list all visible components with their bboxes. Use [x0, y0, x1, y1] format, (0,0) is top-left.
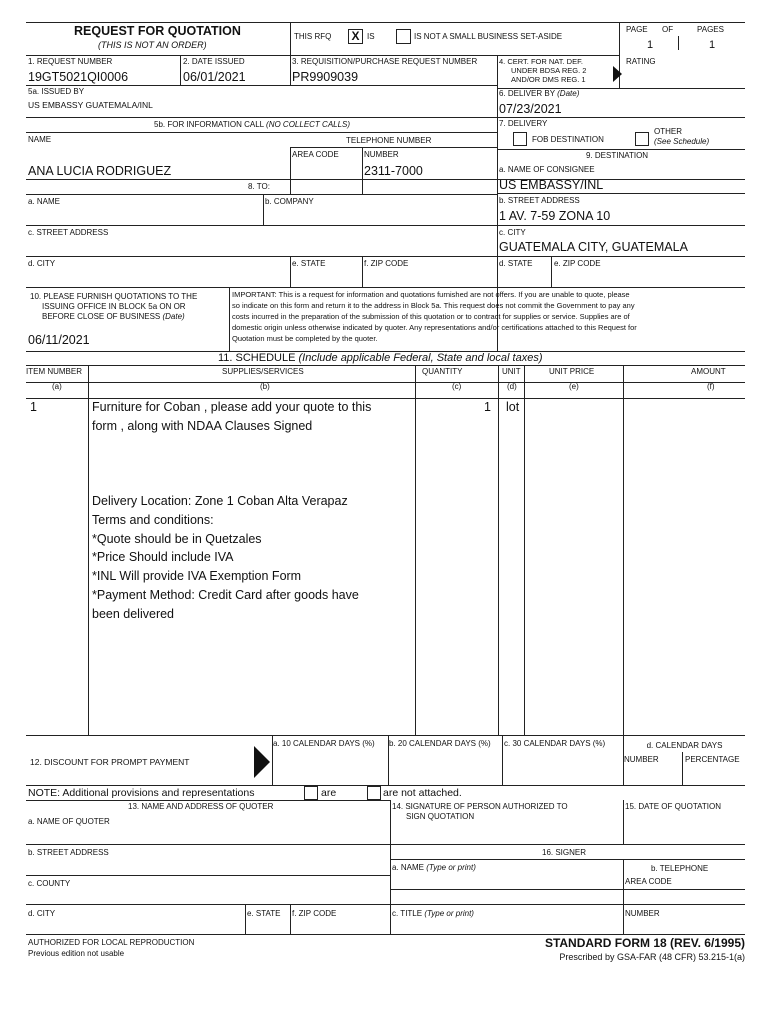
- quoter-name-label: a. NAME OF QUOTER: [28, 817, 110, 826]
- dest-city-label: c. CITY: [499, 228, 526, 237]
- signer-area-code-label: AREA CODE: [625, 877, 672, 886]
- col-supplies-header: SUPPLIES/SERVICES: [222, 367, 304, 376]
- issued-by-field[interactable]: US EMBASSY GUATEMALA/INL: [28, 100, 153, 110]
- number-label: NUMBER: [364, 150, 399, 159]
- to-city-label: d. CITY: [28, 259, 56, 268]
- consignee-label: a. NAME OF CONSIGNEE: [499, 165, 595, 174]
- discount-label: 12. DISCOUNT FOR PROMPT PAYMENT: [30, 757, 190, 767]
- date-issued-label: 2. DATE ISSUED: [183, 57, 245, 66]
- description-line: *INL Will provide IVA Exemption Form: [92, 569, 302, 584]
- deliver-by-label: 6. DELIVER BY (Date): [499, 89, 580, 98]
- rule: [26, 904, 745, 905]
- info-name-field[interactable]: ANA LUCIA RODRIGUEZ: [28, 164, 172, 178]
- rule: [26, 85, 497, 86]
- rule: [390, 800, 391, 934]
- rule: [290, 147, 497, 148]
- rule: [26, 225, 745, 226]
- furnish-line-2: ISSUING OFFICE IN BLOCK 5a ON OR: [42, 302, 186, 311]
- are-not-checkbox[interactable]: [367, 786, 381, 800]
- rule: [497, 117, 745, 118]
- rfq-is-checkbox[interactable]: X: [348, 29, 363, 44]
- discount-number-label: NUMBER: [624, 755, 659, 764]
- signer-name-label: a. NAME (Type or print): [392, 863, 476, 872]
- dest-street-field[interactable]: 1 AV. 7-59 ZONA 10: [499, 209, 611, 223]
- description-line: *Payment Method: Credit Card after goods have: [92, 587, 359, 602]
- rule: [362, 147, 363, 194]
- footer-authorized: AUTHORIZED FOR LOCAL REPRODUCTION: [28, 938, 195, 947]
- dest-city-field[interactable]: GUATEMALA CITY, GUATEMALA: [499, 240, 688, 254]
- col-supplies-sub: (b): [260, 382, 270, 391]
- fob-destination-label: FOB DESTINATION: [532, 135, 604, 144]
- requisition-label: 3. REQUISITION/PURCHASE REQUEST NUMBER: [292, 57, 478, 66]
- furnish-line-1: 10. PLEASE FURNISH QUOTATIONS TO THE: [30, 292, 198, 301]
- description-line: Furniture for Coban , please add your quote to this: [92, 400, 372, 414]
- to-company-label: b. COMPANY: [265, 197, 314, 206]
- info-number-field[interactable]: 2311-7000: [364, 164, 423, 178]
- rule: [26, 875, 390, 876]
- telephone-number-label: TELEPHONE NUMBER: [346, 136, 432, 145]
- description-line: form , along with NDAA Clauses Signed: [92, 418, 313, 433]
- are-label: are: [321, 787, 337, 799]
- rule: [498, 365, 499, 735]
- are-not-label: are not attached.: [383, 787, 462, 799]
- to-zip-label: f. ZIP CODE: [364, 259, 409, 268]
- telephone-label: b. TELEPHONE: [651, 864, 709, 873]
- rfq-form: [26, 22, 745, 962]
- cert-label-2: UNDER BDSA REG. 2: [511, 66, 587, 75]
- to-street-label: c. STREET ADDRESS: [28, 228, 109, 237]
- rule: [390, 889, 745, 890]
- rule: [88, 365, 89, 735]
- rule: [245, 904, 246, 934]
- other-label: OTHER: [654, 127, 682, 136]
- description-line: Delivery Location: Zone 1 Coban Alta Verapaz: [92, 493, 348, 508]
- of-label: OF: [662, 25, 674, 34]
- rule: [26, 800, 390, 801]
- footer-previous: Previous edition not usable: [28, 949, 125, 958]
- rule: [26, 256, 745, 257]
- schedule-title: 11. SCHEDULE (Include applicable Federal, State and local taxes): [218, 352, 543, 364]
- destination-label: 9. DESTINATION: [586, 151, 649, 160]
- col-qty-header: QUANTITY: [422, 367, 463, 376]
- important-line-4: domestic origin unless otherwise indicated by quoter. Any representations and/or certifications attached to this Request for: [232, 323, 637, 332]
- dest-state-label: d. STATE: [499, 259, 533, 268]
- quoter-title: 13. NAME AND ADDRESS OF QUOTER: [128, 802, 274, 811]
- signer-title-label: c. TITLE (Type or print): [392, 909, 474, 918]
- rule: [623, 800, 624, 844]
- rule: [26, 55, 619, 56]
- signature-label-1: 14. SIGNATURE OF PERSON AUTHORIZED TO: [392, 802, 568, 811]
- date-of-quotation-label: 15. DATE OF QUOTATION: [625, 802, 722, 811]
- rule: [290, 55, 291, 85]
- info-name-label: NAME: [28, 135, 52, 144]
- pages-label: PAGES: [697, 25, 724, 34]
- description-line: been delivered: [92, 606, 175, 621]
- signature-label-2: SIGN QUOTATION: [406, 812, 475, 821]
- rule: [26, 22, 745, 23]
- rule: [263, 194, 264, 225]
- discount-20-label: b. 20 CALENDAR DAYS (%): [389, 739, 491, 748]
- delivery-label: 7. DELIVERY: [499, 119, 548, 128]
- form-number: STANDARD FORM 18 (REV. 6/1995): [544, 936, 745, 950]
- col-unit-header: UNIT: [502, 367, 521, 376]
- this-rfq-label: THIS RFQ: [294, 32, 332, 41]
- quoter-zip-label: f. ZIP CODE: [292, 909, 337, 918]
- area-code-label: AREA CODE: [292, 150, 339, 159]
- description-line: Terms and conditions:: [92, 512, 214, 527]
- quoter-state-label: e. STATE: [247, 909, 281, 918]
- important-line-1: IMPORTANT: This is a request for information and quotations furnished are not offers. If you are unable to quote, please: [232, 290, 630, 299]
- rating-label: RATING: [626, 57, 656, 66]
- request-number-field[interactable]: 19GT5021QI0006: [28, 70, 129, 84]
- note-text: NOTE: Additional provisions and representations: [28, 787, 255, 799]
- col-price-header: UNIT PRICE: [549, 367, 595, 376]
- request-number-label: 1. REQUEST NUMBER: [28, 57, 113, 66]
- rule: [26, 844, 390, 845]
- deliver-by-field[interactable]: 07/23/2021: [499, 102, 562, 116]
- form-title: REQUEST FOR QUOTATION: [74, 24, 241, 38]
- cert-label-1: 4. CERT. FOR NAT. DEF.: [499, 57, 583, 66]
- rule: [290, 147, 291, 194]
- col-unit-sub: (d): [507, 382, 517, 391]
- page-value: 1: [647, 39, 654, 51]
- pages-value: 1: [709, 39, 716, 51]
- dest-zip-label: e. ZIP CODE: [554, 259, 601, 268]
- col-price-sub: (e): [569, 382, 579, 391]
- signer-number-label: NUMBER: [625, 909, 660, 918]
- col-item-sub: (a): [52, 382, 62, 391]
- quoter-city-label: d. CITY: [28, 909, 56, 918]
- description-line: [92, 436, 371, 455]
- discount-percentage-label: PERCENTAGE: [685, 755, 740, 764]
- quoter-county-label: c. COUNTY: [28, 879, 71, 888]
- description-line: *Quote should be in Quetzales: [92, 531, 262, 546]
- item-number-field[interactable]: 1: [30, 400, 37, 414]
- requisition-field[interactable]: PR9909039: [292, 70, 359, 84]
- rule: [678, 36, 679, 50]
- description-line: [92, 454, 371, 473]
- issued-by-label: 5a. ISSUED BY: [28, 87, 85, 96]
- rule: [26, 365, 745, 366]
- arrow-right-icon: [613, 66, 622, 82]
- to-label: 8. TO:: [248, 182, 270, 191]
- rule: [26, 117, 497, 118]
- rule: [26, 179, 745, 180]
- important-line-2: so indicate on this form and return it to the address in Block 5a. This request does not commit the Government to pay any: [232, 301, 635, 310]
- description-line: *Price Should include IVA: [92, 550, 234, 565]
- is-label: IS: [367, 32, 375, 41]
- consignee-field[interactable]: US EMBASSY/INL: [499, 178, 604, 192]
- are-checkbox[interactable]: [304, 786, 318, 800]
- important-line-3: costs incurred in the preparation of the submission of this quotation or to contract for supplies or service. Supplies are of: [232, 312, 630, 321]
- info-call-label: 5b. FOR INFORMATION CALL (NO COLLECT CALLS): [154, 120, 351, 129]
- discount-calendar-label: d. CALENDAR DAYS: [646, 741, 723, 750]
- quantity-field[interactable]: 1: [484, 400, 491, 414]
- quoter-street-label: b. STREET ADDRESS: [28, 848, 109, 857]
- rule: [362, 256, 363, 287]
- rule: [26, 934, 745, 935]
- is-not-checkbox[interactable]: [396, 29, 411, 44]
- date-issued-field[interactable]: 06/01/2021: [183, 70, 246, 84]
- rule: [229, 287, 230, 351]
- important-line-5: Quotation must be completed by the quoter.: [232, 334, 378, 343]
- other-checkbox[interactable]: [635, 132, 649, 146]
- signer-label: 16. SIGNER: [542, 848, 587, 857]
- furnish-date-field[interactable]: 06/11/2021: [28, 333, 90, 347]
- arrow-right-icon: [254, 746, 270, 778]
- other-note: (See Schedule): [654, 137, 710, 146]
- rule: [26, 735, 745, 736]
- to-state-label: e. STATE: [292, 259, 326, 268]
- col-item-header: ITEM NUMBER: [26, 367, 82, 376]
- rule: [682, 752, 683, 785]
- rule: [26, 382, 745, 383]
- dest-street-label: b. STREET ADDRESS: [499, 196, 580, 205]
- to-name-label: a. NAME: [28, 197, 61, 206]
- rule: [290, 256, 291, 287]
- rule: [180, 55, 181, 85]
- rule: [623, 365, 624, 785]
- rule: [524, 365, 525, 735]
- discount-30-label: c. 30 CALENDAR DAYS (%): [504, 739, 606, 748]
- rule: [415, 365, 416, 735]
- is-not-label: IS NOT A SMALL BUSINESS SET-ASIDE: [414, 32, 563, 41]
- cert-label-3: AND/OR DMS REG. 1: [511, 75, 586, 84]
- rule: [497, 149, 745, 150]
- rule: [26, 132, 497, 133]
- rule: [623, 859, 624, 934]
- prescribed-by: Prescribed by GSA-FAR (48 CFR) 53.215-1(a): [559, 952, 745, 962]
- rule: [290, 904, 291, 934]
- description-line: [92, 473, 371, 492]
- rule: [390, 844, 745, 845]
- col-amount-sub: (f): [707, 382, 715, 391]
- rule: [551, 256, 552, 287]
- furnish-line-3: BEFORE CLOSE OF BUSINESS (Date): [42, 312, 185, 321]
- col-qty-sub: (c): [452, 382, 462, 391]
- item-description[interactable]: [92, 398, 371, 624]
- rule: [26, 194, 497, 195]
- col-amount-header: AMOUNT: [691, 367, 726, 376]
- rule: [390, 859, 745, 860]
- fob-destination-checkbox[interactable]: [513, 132, 527, 146]
- rule: [26, 785, 745, 786]
- rule: [26, 287, 745, 288]
- unit-field[interactable]: lot: [506, 400, 520, 414]
- form-subtitle: (THIS IS NOT AN ORDER): [98, 40, 207, 50]
- rule: [502, 735, 503, 785]
- rule: [290, 22, 291, 55]
- discount-10-label: a. 10 CALENDAR DAYS (%): [273, 739, 375, 748]
- rule: [497, 193, 745, 194]
- page-label: PAGE: [626, 25, 648, 34]
